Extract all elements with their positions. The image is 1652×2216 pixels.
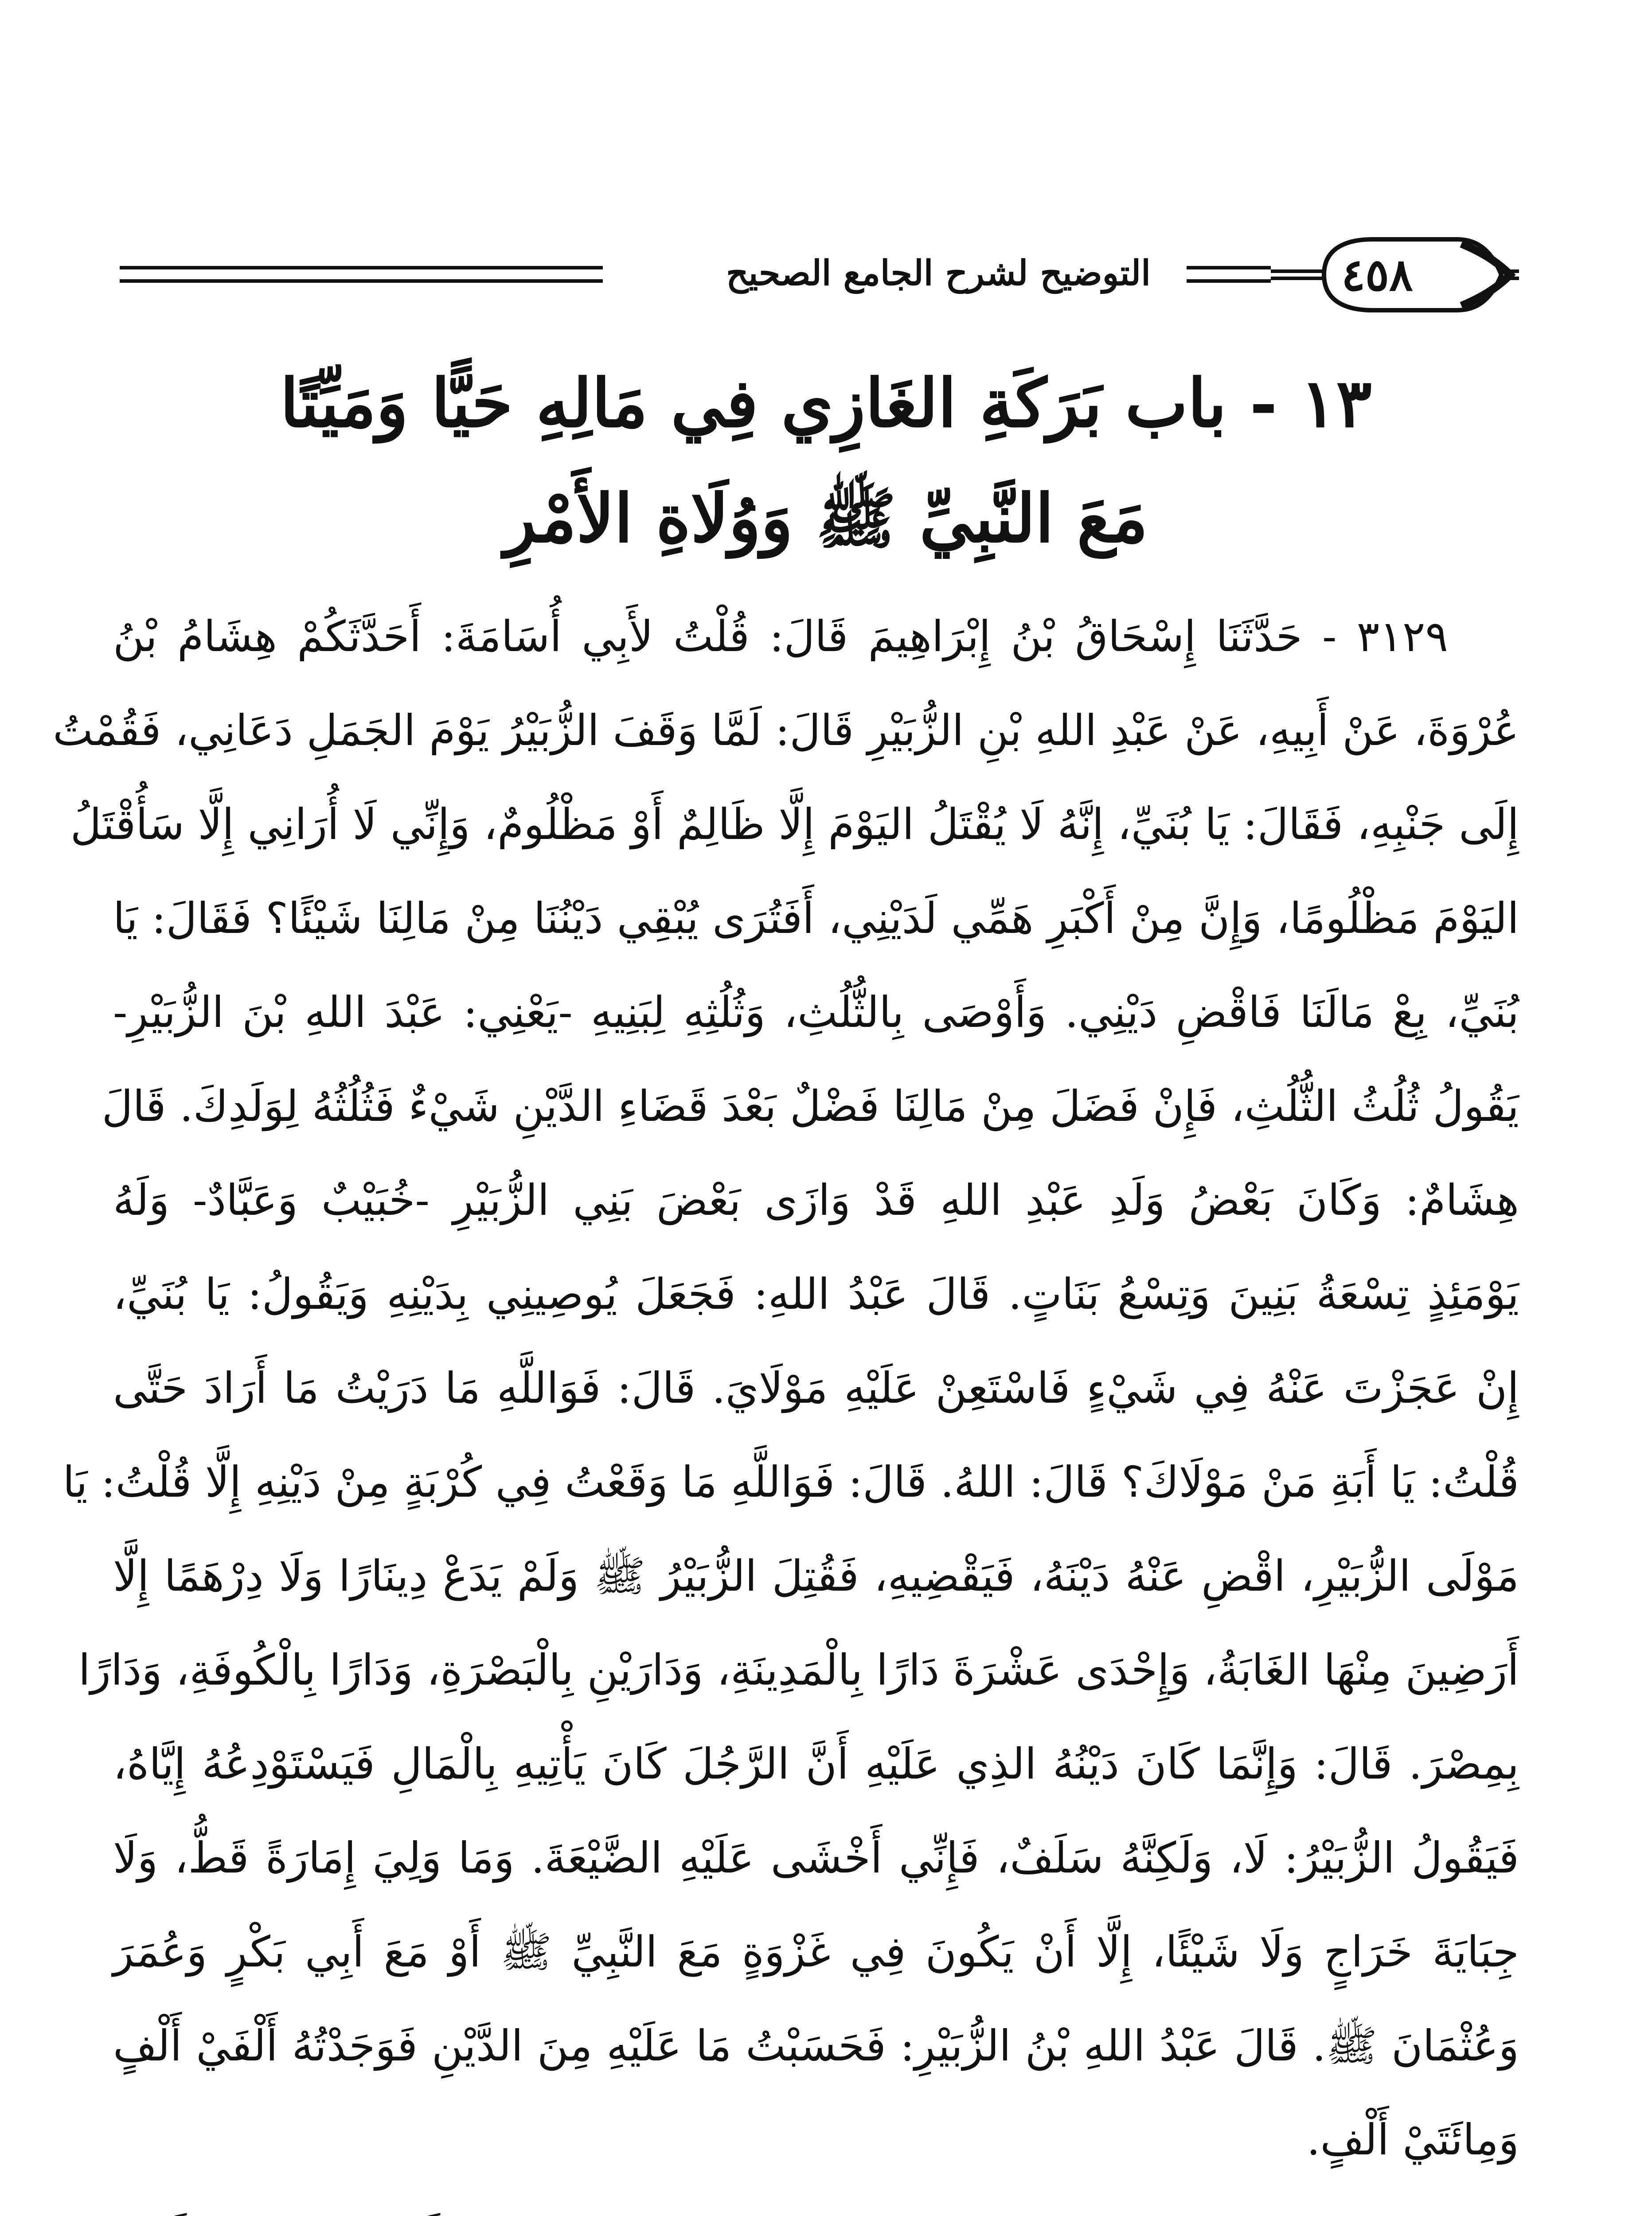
text-line: بُنَيِّ، بِعْ مَالَنَا فَاقْضِ دَيْنِي. وَأَوْصَى بِالثُّلُثِ، وَثُلُثِهِ لِبَنِيهِ -يَعْنِي: عَبْدَ اللهِ بْنَ الزُّبَيْرِ- (113, 987, 1519, 1037)
page-number: ٤٥٨ (1341, 249, 1413, 301)
text-line: ٣١٢٩ - حَدَّثَنَا إِسْحَاقُ بْنُ إِبْرَاهِيمَ قَالَ: قُلْتُ لأَبِي أُسَامَةَ: أَحَدَّثَكُمْ هِشَامُ بْنُ (113, 612, 1448, 661)
text-line: إِنْ عَجَزْتَ عَنْهُ فِي شَيْءٍ فَاسْتَعِنْ عَلَيْهِ مَوْلَايَ. قَالَ: فَوَاللَّهِ مَا دَرَيْتُ مَا أَرَادَ حَتَّى (113, 1363, 1519, 1413)
text-line: يَوْمَئِذٍ تِسْعَةُ بَنِينَ وَتِسْعُ بَنَاتٍ. قَالَ عَبْدُ اللهِ: فَجَعَلَ يُوصِينِي بِدَيْنِهِ وَيَقُولُ: يَا بُنَيِّ، (113, 1269, 1519, 1319)
text-line: مَوْلَى الزُّبَيْرِ، اقْضِ عَنْهُ دَيْنَهُ، فَيَقْضِيهِ، فَقُتِلَ الزُّبَيْرُ ﷺ وَلَمْ يَدَعْ دِينَارًا وَلَا دِرْهَمًا إِلَّا (113, 1551, 1519, 1601)
text-line: عُرْوَةَ، عَنْ أَبِيهِ، عَنْ عَبْدِ اللهِ بْنِ الزُّبَيْرِ قَالَ: لَمَّا وَقَفَ الزُّبَيْرُ يَوْمَ الجَمَلِ دَعَانِي، فَقُمْتُ (53, 706, 1519, 755)
text-line: وَمِائَتَيْ أَلْفٍ. (1306, 2115, 1519, 2165)
text-line: يَقُولُ ثُلُثُ الثُّلُثِ، فَإِنْ فَضَلَ مِنْ مَالِنَا فَضْلٌ بَعْدَ قَضَاءِ الدَّيْنِ شَيْءٌ فَثُلُثُهُ لِوَلَدِكَ. قَالَ (102, 1081, 1519, 1131)
text-line: قُلْتُ: يَا أَبَةِ مَنْ مَوْلَاكَ؟ قَالَ: اللهُ. قَالَ: فَوَاللَّهِ مَا وَقَعْتُ فِي كُرْبَةٍ مِنْ دَيْنِهِ إِلَّا قُلْتُ: يَا (62, 1457, 1519, 1507)
text-line: هِشَامٌ: وَكَانَ بَعْضُ وَلَدِ عَبْدِ اللهِ قَدْ وَازَى بَعْضَ بَنِي الزُّبَيْرِ -خُبَيْبٌ وَعَبَّادٌ- وَلَهُ (113, 1175, 1519, 1225)
chapter-heading (133, 346, 1519, 576)
text-line: وَعُثْمَانَ ﷺ. قَالَ عَبْدُ اللهِ بْنُ الزُّبَيْرِ: فَحَسَبْتُ مَا عَلَيْهِ مِنَ الدَّيْنِ فَوَجَدْتُهُ أَلْفَيْ أَلْفٍ (113, 2021, 1519, 2071)
running-title: التوضيح لشرح الجامع الصحيح (726, 253, 1151, 293)
text-line: اليَوْمَ مَظْلُومًا، وَإِنَّ مِنْ أَكْبَرِ هَمِّي لَدَيْنِي، أَفَتُرَى يُبْقِي دَيْنُنَا مِنْ مَالِنَا شَيْئًا؟ فَقَالَ: يَا (113, 893, 1519, 943)
chapter-title-line-2: مَعَ النَّبِيِّ ﷺ وَوُلَاةِ الأَمْرِ (504, 480, 1148, 558)
text-line: جِبَايَةَ خَرَاجٍ وَلَا شَيْئًا، إِلَّا أَنْ يَكُونَ فِي غَزْوَةٍ مَعَ النَّبِيِّ ﷺ أَوْ مَعَ أَبِي بَكْرٍ وَعُمَرَ (113, 1927, 1519, 1977)
continuation-paragraph (113, 2200, 1519, 2216)
text-line: بِمِصْرَ. قَالَ: وَإِنَّمَا كَانَ دَيْنُهُ الذِي عَلَيْهِ أَنَّ الرَّجُلَ كَانَ يَأْتِيهِ بِالْمَالِ فَيَسْتَوْدِعُهُ إِيَّاهُ، (113, 1739, 1519, 1789)
text-line: أَرَضِينَ مِنْهَا الغَابَةُ، وَإِحْدَى عَشْرَةَ دَارًا بِالْمَدِينَةِ، وَدَارَيْنِ بِالْبَصْرَةِ، وَدَارًا بِالْكُوفَةِ، وَدَارًا (78, 1645, 1519, 1695)
hadith-paragraph (53, 589, 1519, 2187)
chapter-title-line-1: ١٣ - باب بَرَكَةِ الغَازِي فِي مَالِهِ حَيًّا وَمَيِّتًا (280, 364, 1372, 442)
body-text (53, 589, 1519, 2216)
header-rule-right (1187, 266, 1271, 283)
running-header (120, 230, 1519, 319)
header-rule-left (120, 266, 603, 283)
text-line: فَيَقُولُ الزُّبَيْرُ: لَا، وَلَكِنَّهُ سَلَفٌ، فَإِنِّي أَخْشَى عَلَيْهِ الضَّيْعَةَ. وَمَا وَلِيَ إِمَارَةً قَطُّ، وَلَا (113, 1833, 1519, 1883)
text-line: إِلَى جَنْبِهِ، فَقَالَ: يَا بُنَيِّ، إِنَّهُ لَا يُقْتَلُ اليَوْمَ إِلَّا ظَالِمٌ أَوْ مَظْلُومٌ، وَإِنِّي لَا أُرَانِي إِلَّا سَأُقْتَلُ (70, 800, 1519, 849)
text-line (113, 2200, 1519, 2216)
